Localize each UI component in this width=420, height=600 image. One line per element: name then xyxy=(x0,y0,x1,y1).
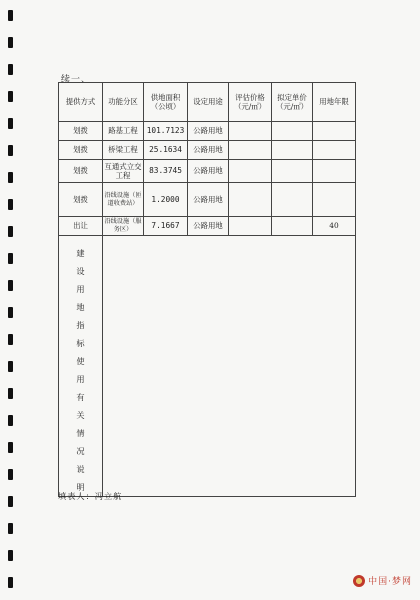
binding-hole xyxy=(8,10,13,21)
filler-signature: 填表人：冯立航 xyxy=(58,491,123,501)
cell-intended-use: 公路用地 xyxy=(188,160,229,183)
table-row xyxy=(59,141,356,160)
land-supply-table xyxy=(58,82,356,497)
cell-supply-method: 划拨 xyxy=(59,122,103,141)
cell-land-area: 25.1634 xyxy=(144,141,188,160)
cell-intended-use: 公路用地 xyxy=(188,217,229,236)
cell-evaluation-price xyxy=(229,122,272,141)
continued-label: 续一、 xyxy=(61,75,92,85)
cell-intended-use: 公路用地 xyxy=(188,183,229,217)
header-cell-land-area: 供地面积 （公顷） xyxy=(144,83,188,122)
binding-hole xyxy=(8,226,13,237)
header-cell-functional-zone: 功能分区 xyxy=(103,83,144,122)
remarks-row xyxy=(59,236,356,497)
cell-proposed-unit-price xyxy=(272,183,313,217)
header-cell-supply-method: 提供方式 xyxy=(59,83,103,122)
cell-land-use-years xyxy=(313,141,356,160)
binding-hole xyxy=(8,307,13,318)
cell-evaluation-price xyxy=(229,160,272,183)
table-row xyxy=(59,122,356,141)
cell-land-area: 83.3745 xyxy=(144,160,188,183)
cell-land-use-years xyxy=(313,122,356,141)
binding-hole xyxy=(8,523,13,534)
cell-proposed-unit-price xyxy=(272,217,313,236)
cell-evaluation-price xyxy=(229,141,272,160)
binding-hole xyxy=(8,442,13,453)
binding-hole xyxy=(8,91,13,102)
remarks-label-cell xyxy=(59,236,103,497)
cell-functional-zone: 桥梁工程 xyxy=(103,141,144,160)
cell-functional-zone: 沿线设施（服务区） xyxy=(103,217,144,236)
remarks-label: 建设用地指标使用有关情况说明 xyxy=(76,248,85,492)
cell-proposed-unit-price xyxy=(272,141,313,160)
binding-hole xyxy=(8,577,13,588)
header-cell-land-use-years: 用地年限 xyxy=(313,83,356,122)
cell-functional-zone: 沿线设施（匝道收费站） xyxy=(103,183,144,217)
cell-functional-zone: 路基工程 xyxy=(103,122,144,141)
cell-evaluation-price xyxy=(229,217,272,236)
cell-intended-use: 公路用地 xyxy=(188,122,229,141)
table-row xyxy=(59,160,356,183)
cell-land-area: 7.1667 xyxy=(144,217,188,236)
binding-hole xyxy=(8,64,13,75)
binding-hole xyxy=(8,37,13,48)
table-row xyxy=(59,183,356,217)
header-cell-proposed-unit-price: 拟定单价 （元/㎡） xyxy=(272,83,313,122)
cell-functional-zone: 互通式立交工程 xyxy=(103,160,144,183)
cell-supply-method: 划拨 xyxy=(59,141,103,160)
header-cell-intended-use: 设定用途 xyxy=(188,83,229,122)
binding-hole xyxy=(8,118,13,129)
binding-hole xyxy=(8,253,13,264)
watermark-text: 中国·梦网 xyxy=(368,577,412,587)
cell-land-area: 101.7123 xyxy=(144,122,188,141)
cell-supply-method: 出让 xyxy=(59,217,103,236)
binding-hole xyxy=(8,415,13,426)
binding-hole xyxy=(8,469,13,480)
binding-hole xyxy=(8,334,13,345)
binding-hole xyxy=(8,199,13,210)
binding-hole xyxy=(8,550,13,561)
watermark xyxy=(353,574,412,587)
cell-land-use-years xyxy=(313,160,356,183)
cell-evaluation-price xyxy=(229,183,272,217)
cell-land-use-years: 40 xyxy=(313,217,356,236)
binding-hole xyxy=(8,388,13,399)
national-emblem-icon xyxy=(353,575,365,587)
cell-land-use-years xyxy=(313,183,356,217)
binding-holes xyxy=(8,0,16,600)
binding-hole xyxy=(8,280,13,291)
table-header-row xyxy=(59,83,356,122)
cell-proposed-unit-price xyxy=(272,122,313,141)
binding-hole xyxy=(8,361,13,372)
remarks-content-cell xyxy=(103,236,356,497)
header-cell-evaluation-price: 评估价格 （元/㎡） xyxy=(229,83,272,122)
cell-land-area: 1.2000 xyxy=(144,183,188,217)
cell-proposed-unit-price xyxy=(272,160,313,183)
binding-hole xyxy=(8,145,13,156)
binding-hole xyxy=(8,496,13,507)
binding-hole xyxy=(8,172,13,183)
cell-intended-use: 公路用地 xyxy=(188,141,229,160)
table-row xyxy=(59,217,356,236)
cell-supply-method: 划拨 xyxy=(59,160,103,183)
cell-supply-method: 划拨 xyxy=(59,183,103,217)
